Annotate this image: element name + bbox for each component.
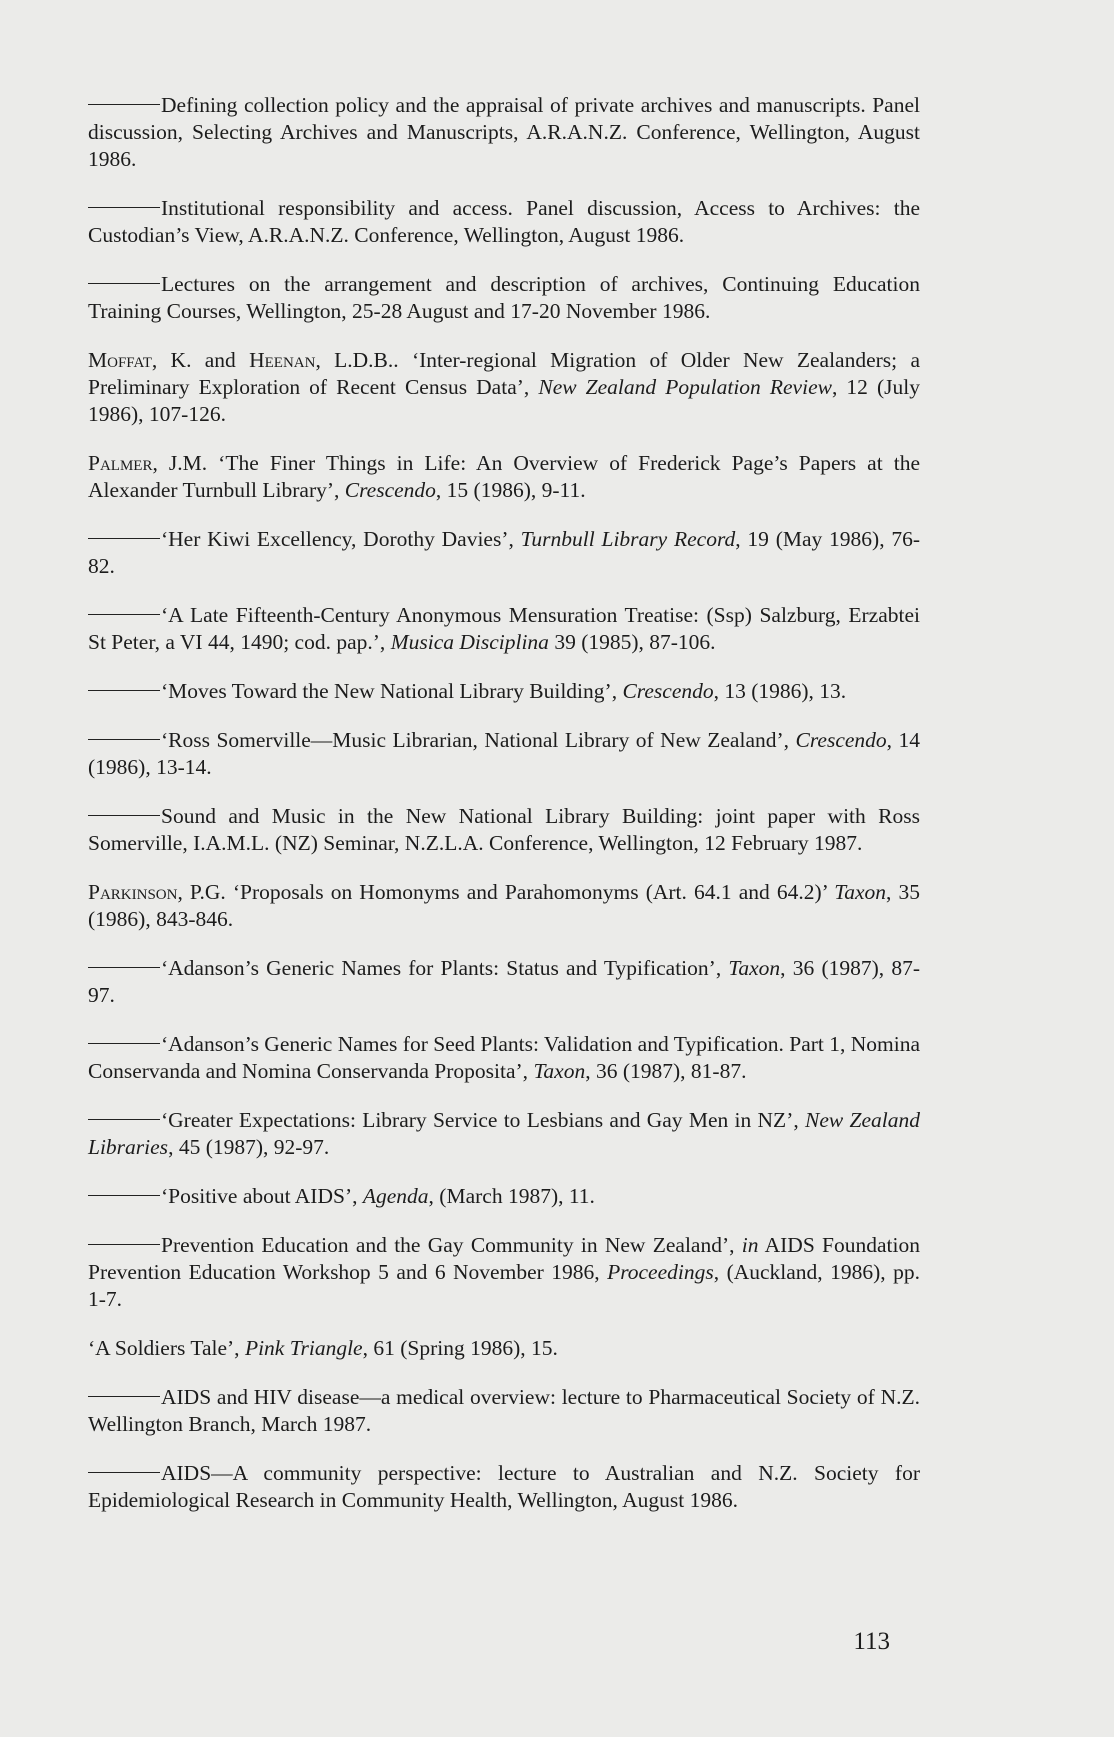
entry-text: , (March 1987), 11. <box>428 1184 595 1208</box>
italic-title: Turnbull Library Record <box>520 527 736 551</box>
italic-title: Taxon <box>728 956 781 980</box>
bibliography-list <box>88 92 920 1536</box>
ditto-dash <box>88 1244 160 1245</box>
ditto-dash <box>88 1119 160 1120</box>
entry-text: , 61 (Spring 1986), 15. <box>362 1336 558 1360</box>
entry-text: , 15 (1986), 9-11. <box>435 478 586 502</box>
ditto-dash <box>88 1396 160 1397</box>
entry-text: ‘Adanson’s Generic Names for Seed Plants: Validation and Typification. Part 1, Nomina Conservanda and Nomina Conservanda Proposita’, <box>88 1032 921 1083</box>
bibliography-entry <box>88 1460 920 1514</box>
italic-title: Crescendo <box>344 478 436 502</box>
italic-title: Taxon <box>533 1059 586 1083</box>
ditto-dash <box>88 1043 160 1044</box>
entry-text: , K. and <box>151 348 250 372</box>
entry-text: , 35 (1986), 843-846. <box>88 880 920 931</box>
italic-title: Pink Triangle <box>244 1336 363 1360</box>
bibliography-entry <box>88 1183 920 1210</box>
entry-text: , P.G. ‘Proposals on Homonyms and Parahomonyms (Art. 64.1 and 64.2)’ <box>177 880 835 904</box>
entry-text: , (Auckland, 1986), pp. 1-7. <box>88 1260 920 1311</box>
italic-title: Crescendo <box>795 728 887 752</box>
entry-text: , L.D.B.. ‘Inter-regional Migration of Older New Zealanders; a Preliminary Exploration of Recent Census Data’, <box>88 348 920 399</box>
bibliography-entry <box>88 271 920 325</box>
author-surname: Palmer <box>88 451 153 475</box>
ditto-dash <box>88 1472 160 1473</box>
bibliography-entry <box>88 450 920 504</box>
entry-text: , 19 (May 1986), 76-82. <box>88 527 921 578</box>
bibliography-entry <box>88 1335 920 1362</box>
bibliography-entry <box>88 879 920 933</box>
entry-text: ‘Adanson’s Generic Names for Plants: Status and Typification’, <box>161 956 729 980</box>
entry-text: , 12 (July 1986), 107-126. <box>88 375 921 426</box>
entry-text: AIDS and HIV disease—a medical overview: lecture to Pharmaceutical Society of N.Z. Wellington Branch, March 1987. <box>88 1385 920 1436</box>
bibliography-entry <box>88 347 920 428</box>
italic-title: New Zealand Libraries <box>88 1108 920 1159</box>
bibliography-entry <box>88 1031 920 1085</box>
entry-text: , 36 (1987), 81-87. <box>585 1059 747 1083</box>
entry-text: ‘A Late Fifteenth-Century Anonymous Mensuration Treatise: (Ssp) Salzburg, Erzabtei St Peter, a VI 44, 1490; cod. pap.’, <box>88 603 920 654</box>
ditto-dash <box>88 538 160 539</box>
author-surname: Heenan <box>249 348 316 372</box>
entry-text: , 14 (1986), 13-14. <box>88 728 921 779</box>
italic-title: Musica Disciplina <box>390 630 549 654</box>
entry-text: , 36 (1987), 87-97. <box>88 956 920 1007</box>
ditto-dash <box>88 967 160 968</box>
entry-text: , 45 (1987), 92-97. <box>168 1135 330 1159</box>
italic-title: Proceedings <box>607 1260 714 1284</box>
ditto-dash <box>88 614 160 615</box>
entry-text: Institutional responsibility and access. Panel discussion, Access to Archives: the Custodian’s View, A.R.A.N.Z. Conference, Wellington, August 1986. <box>88 196 920 247</box>
entry-text: AIDS Foundation Prevention Education Workshop 5 and 6 November 1986, <box>88 1233 921 1284</box>
bibliography-entry <box>88 1107 920 1161</box>
author-surname: Moffat <box>88 348 152 372</box>
ditto-dash <box>88 690 160 691</box>
entry-text: ‘Her Kiwi Excellency, Dorothy Davies’, <box>161 527 521 551</box>
ditto-dash <box>88 283 160 284</box>
ditto-dash <box>88 739 160 740</box>
bibliography-entry <box>88 526 920 580</box>
page-number: 113 <box>853 1628 890 1655</box>
italic-title: New Zealand Population Review <box>538 375 832 399</box>
ditto-dash <box>88 1195 160 1196</box>
bibliography-entry <box>88 955 920 1009</box>
entry-text: , J.M. ‘The Finer Things in Life: An Overview of Frederick Page’s Papers at the Alexander Turnbull Library’, <box>88 451 920 502</box>
entry-text: AIDS—A community perspective: lecture to Australian and N.Z. Society for Epidemiological Research in Community Health, Wellington, August 1986. <box>88 1461 920 1512</box>
bibliography-entry <box>88 92 920 173</box>
ditto-dash <box>88 207 160 208</box>
bibliography-entry <box>88 1232 920 1313</box>
entry-text: Sound and Music in the New National Library Building: joint paper with Ross Somerville, I.A.M.L. (NZ) Seminar, N.Z.L.A. Conference, Wellington, 12 February 1987. <box>88 804 920 855</box>
bibliography-entry <box>88 727 920 781</box>
entry-text: ‘Positive about AIDS’, <box>161 1184 363 1208</box>
entry-text: ‘Ross Somerville—Music Librarian, National Library of New Zealand’, <box>161 728 796 752</box>
entry-text: ‘Greater Expectations: Library Service to Lesbians and Gay Men in NZ’, <box>161 1108 806 1132</box>
italic-title: Taxon <box>834 880 887 904</box>
entry-text: Lectures on the arrangement and description of archives, Continuing Education Training Courses, Wellington, 25-28 August and 17-20 November 1986. <box>88 272 920 323</box>
entry-text: Prevention Education and the Gay Community in New Zealand’, <box>161 1233 742 1257</box>
entry-text: , 13 (1986), 13. <box>713 679 847 703</box>
bibliography-entry <box>88 678 920 705</box>
ditto-dash <box>88 815 160 816</box>
entry-text: Defining collection policy and the appraisal of private archives and manuscripts. Panel discussion, Selecting Archives and Manuscripts, A.R.A.N.Z. Conference, Wellington, August 1986. <box>88 93 920 171</box>
bibliography-entry <box>88 1384 920 1438</box>
entry-text: ‘A Soldiers Tale’, <box>88 1336 245 1360</box>
entry-text: 39 (1985), 87-106. <box>548 630 716 654</box>
bibliography-entry <box>88 803 920 857</box>
italic-title: Agenda <box>362 1184 429 1208</box>
ditto-dash <box>88 104 160 105</box>
entry-text: ‘Moves Toward the New National Library Building’, <box>161 679 623 703</box>
bibliography-entry <box>88 195 920 249</box>
bibliography-entry <box>88 602 920 656</box>
italic-title: Crescendo <box>622 679 714 703</box>
italic-title: in <box>741 1233 759 1257</box>
author-surname: Parkinson <box>88 880 178 904</box>
